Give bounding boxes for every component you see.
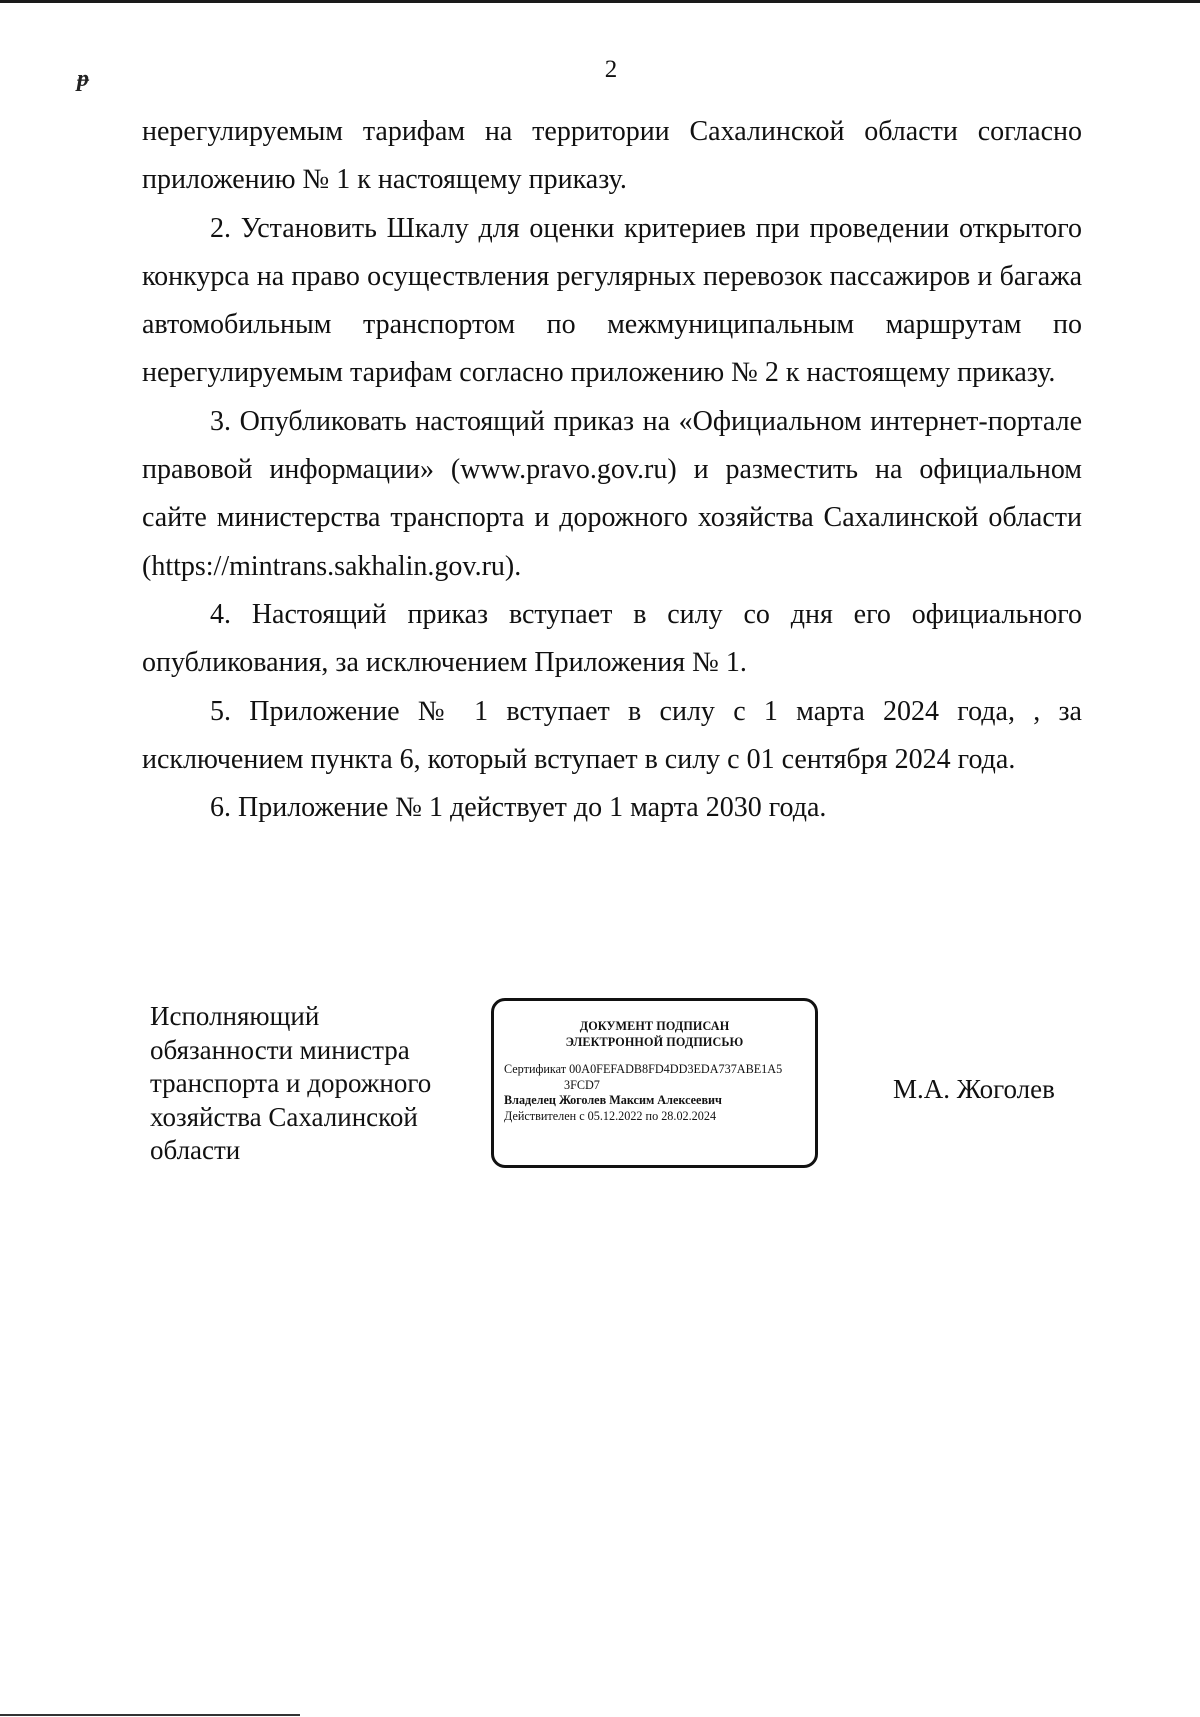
- signatory-position: [150, 1000, 470, 1168]
- signatory-position-line: обязанности министра: [150, 1034, 410, 1065]
- signer-name: М.А. Жоголев: [893, 1074, 1055, 1104]
- page-top-edge: [0, 0, 1200, 3]
- paragraph-item-4: 4. Настоящий приказ вступает в силу со дня его официального опубликования, за исключением Приложения № 1.: [142, 598, 1082, 679]
- stamp-title-line: ДОКУМЕНТ ПОДПИСАН: [579, 1019, 730, 1033]
- paragraph-item-5: 5. Приложение № 1 вступает в силу с 1 марта 2024 года, , за исключением пункта 6, который вступает в силу с 01 сентября 2024 года.: [142, 695, 1082, 775]
- page-number: 2: [604, 56, 618, 83]
- document-body: [142, 108, 1082, 832]
- paragraph-item-6: 6. Приложение № 1 действует до 1 марта 2030 года.: [210, 792, 827, 824]
- paragraph-item-2: 2. Установить Шкалу для оценки критериев при проведении открытого конкурса на право осуществления регулярных перевозок пассажиров и багажа автомобильным транспортом по межмуниципальным маршрутам по нерегулируемым тарифам согласно приложению № 2 к настоящему приказу.: [142, 212, 1082, 389]
- stamp-spacer: [504, 1050, 805, 1062]
- paragraph-continuation: нерегулируемым тарифам на территории Сахалинской области согласно приложению № 1 к настоящему приказу.: [142, 116, 1082, 196]
- stamp-owner: Владелец Жоголев Максим Алексеевич: [504, 1093, 722, 1107]
- paragraph-item-3: 3. Опубликовать настоящий приказ на «Официальном интернет-портале правовой информации» (www.pravo.gov.ru) и разместить на официальном сайте министерства транспорта и дорожного хозяйства Сахалинской области (https://mintrans.sakhalin.gov.ru).: [142, 405, 1082, 582]
- page-bottom-edge: [0, 1714, 300, 1716]
- electronic-signature-stamp: [491, 998, 818, 1168]
- signatory-position-line: области: [150, 1135, 241, 1165]
- signatory-position-line: транспорта и дорожного: [150, 1068, 432, 1098]
- signatory-position-line: Исполняющий: [150, 1001, 320, 1031]
- stamp-title-line: ЭЛЕКТРОННОЙ ПОДПИСЬЮ: [565, 1034, 744, 1049]
- stamp-validity: Действителен с 05.12.2022 по 28.02.2024: [504, 1108, 717, 1123]
- signatory-position-line: хозяйства Сахалинской: [150, 1101, 418, 1132]
- stamp-certificate: Сертификат 00A0FEFADB8FD4DD3EDA737ABE1A5: [504, 1062, 783, 1076]
- stamp-certificate-continued: 3FCD7: [564, 1077, 600, 1092]
- scan-mark: ᵽ: [77, 66, 89, 92]
